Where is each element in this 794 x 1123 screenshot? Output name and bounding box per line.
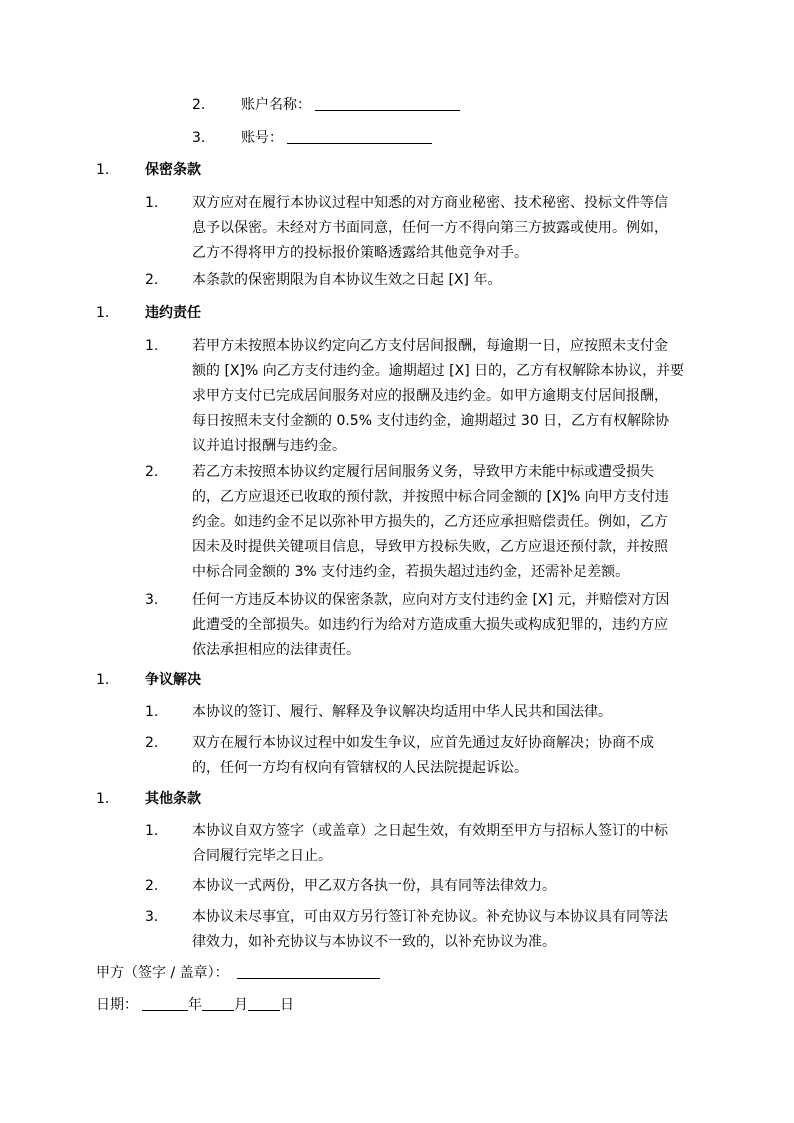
section-number: 1.	[96, 305, 110, 321]
text-line: 若乙方未按照本协议约定履行居间服务义务，导致甲方未能中标或遭受损失	[192, 464, 654, 480]
date-label: 日期：	[96, 997, 138, 1013]
item-number: 2.	[145, 735, 159, 751]
text-line: 求甲方支付已完成居间服务对应的报酬及违约金。如甲方逾期支付居间报酬，	[192, 388, 668, 404]
text-line: 每日按照未支付金额的 0.5% 支付违约金，逾期超过 30 日，乙方有权解除协	[192, 413, 670, 429]
date-month-field[interactable]	[202, 995, 234, 1011]
section-number: 1.	[96, 791, 110, 807]
list-number: 2.	[192, 97, 206, 113]
text-line: 息予以保密。未经对方书面同意，任何一方不得向第三方披露或使用。例如，	[192, 220, 668, 236]
text-line: 双方应对在履行本协议过程中知悉的对方商业秘密、技术秘密、投标文件等信	[192, 195, 668, 211]
item-number: 1.	[145, 338, 159, 354]
text-line: 依法承担相应的法律责任。	[192, 642, 360, 658]
text-line: 乙方不得将甲方的投标报价策略透露给其他竞争对手。	[192, 245, 528, 261]
account-name-label: 账户名称：	[241, 97, 311, 113]
section-title-dispute: 争议解决	[145, 672, 201, 688]
text-line: 中标合同金额的 3% 支付违约金，若损失超过违约金，还需补足差额。	[192, 564, 630, 580]
text-line: 的，乙方应退还已收取的预付款，并按照中标合同金额的 [X]% 向甲方支付违	[192, 489, 669, 505]
clause-paragraph	[192, 460, 669, 585]
date-day-label: 日	[280, 997, 294, 1013]
signature-field[interactable]	[237, 963, 380, 979]
clause-paragraph	[192, 700, 612, 725]
item-number: 1.	[145, 704, 159, 720]
clause-paragraph	[192, 819, 668, 869]
text-line: 此遭受的全部损失。如违约行为给对方造成重大损失或构成犯罪的，违约方应	[192, 617, 668, 633]
date-year-field[interactable]	[142, 995, 188, 1011]
item-number: 2.	[145, 272, 159, 288]
item-number: 3.	[145, 592, 159, 608]
account-name-field[interactable]	[315, 95, 460, 111]
date-month-label: 月	[234, 997, 248, 1013]
account-number-row	[241, 128, 432, 148]
text-line: 约金。如违约金不足以弥补甲方损失的，乙方还应承担赔偿责任。例如，乙方	[192, 514, 668, 530]
text-line: 任何一方违反本协议的保密条款，应向对方支付违约金 [X] 元，并赔偿对方因	[192, 592, 670, 608]
signature-row	[96, 963, 380, 983]
account-number-label: 账号：	[241, 130, 283, 146]
section-title-other: 其他条款	[145, 791, 201, 807]
signature-label: 甲方（签字 / 盖章）：	[96, 965, 229, 981]
text-line: 本协议未尽事宜，可由双方另行签订补充协议。补充协议与本协议具有同等法	[192, 909, 668, 925]
list-number: 3.	[192, 130, 206, 146]
text-line: 议并追讨报酬与违约金。	[192, 438, 346, 454]
item-number: 2.	[145, 878, 159, 894]
text-line: 合同履行完毕之日止。	[192, 848, 332, 864]
section-title-confidentiality: 保密条款	[145, 162, 201, 178]
date-year-label: 年	[188, 997, 202, 1013]
text-line: 因未及时提供关键项目信息，导致甲方投标失败，乙方应退还预付款，并按照	[192, 539, 668, 555]
section-number: 1.	[96, 672, 110, 688]
clause-paragraph	[192, 588, 669, 663]
item-number: 1.	[145, 823, 159, 839]
text-line: 双方在履行本协议过程中如发生争议，应首先通过友好协商解决；协商不成	[192, 735, 654, 751]
text-line: 若甲方未按照本协议约定向乙方支付居间报酬，每逾期一日，应按照未支付金	[192, 338, 668, 354]
text-line: 本协议的签订、履行、解释及争议解决均适用中华人民共和国法律。	[192, 704, 612, 720]
clause-paragraph	[192, 874, 556, 899]
clause-paragraph	[192, 268, 501, 293]
clause-paragraph	[192, 731, 654, 781]
clause-paragraph	[192, 191, 668, 266]
item-number: 3.	[145, 909, 159, 925]
item-number: 2.	[145, 464, 159, 480]
text-line: 额的 [X]% 向乙方支付违约金。逾期超过 [X] 日的，乙方有权解除本协议，并要	[192, 363, 685, 379]
account-name-row	[241, 95, 460, 115]
section-title-liability: 违约责任	[145, 305, 201, 321]
text-line: 本条款的保密期限为自本协议生效之日起 [X] 年。	[192, 272, 502, 288]
text-line: 本协议一式两份，甲乙双方各执一份，具有同等法律效力。	[192, 878, 556, 894]
date-row	[96, 995, 294, 1015]
date-day-field[interactable]	[248, 995, 280, 1011]
clause-paragraph	[192, 905, 668, 955]
account-number-field[interactable]	[287, 128, 432, 144]
text-line: 本协议自双方签字（或盖章）之日起生效，有效期至甲方与招标人签订的中标	[192, 823, 668, 839]
text-line: 的，任何一方均有权向有管辖权的人民法院提起诉讼。	[192, 760, 528, 776]
item-number: 1.	[145, 195, 159, 211]
clause-paragraph	[192, 334, 684, 459]
text-line: 律效力，如补充协议与本协议不一致的，以补充协议为准。	[192, 934, 556, 950]
section-number: 1.	[96, 162, 110, 178]
